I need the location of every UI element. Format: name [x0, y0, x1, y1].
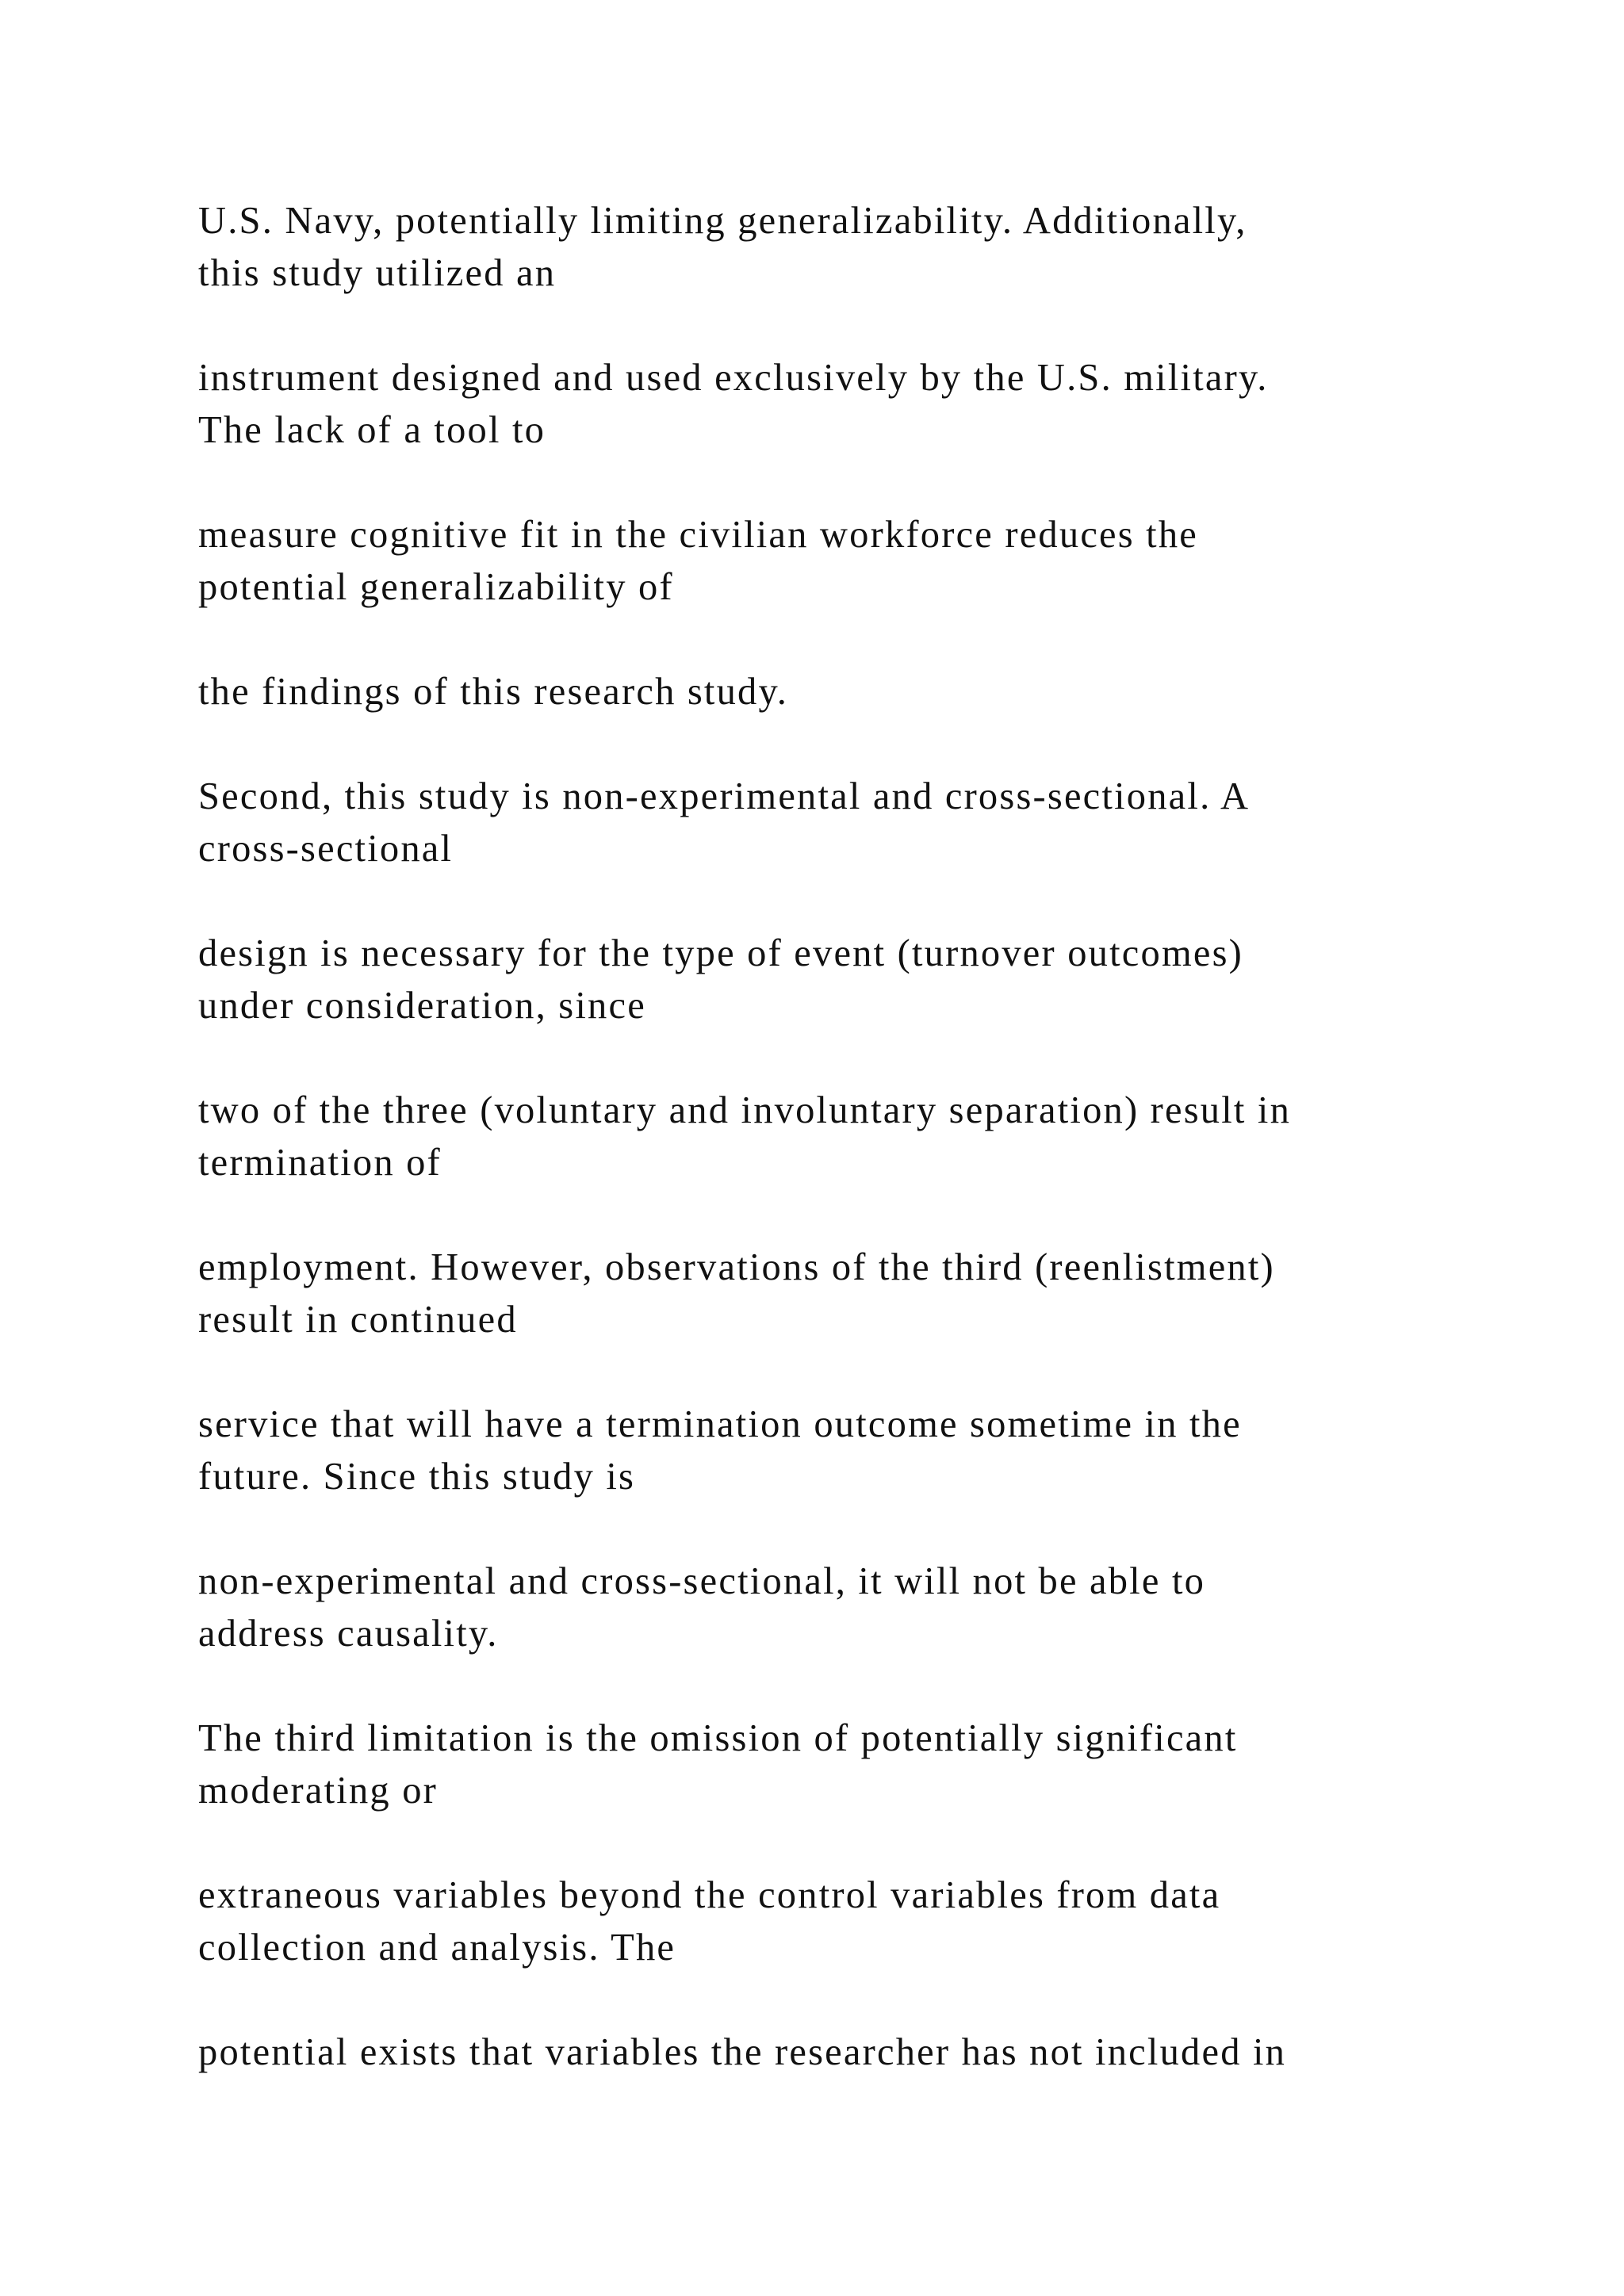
paragraph: [198, 195, 1546, 300]
paragraph: [198, 509, 1546, 614]
text-line: measure cognitive fit in the civilian workforce reduces the: [198, 514, 1199, 556]
paragraph: [198, 1085, 1546, 1189]
paragraph: [198, 352, 1546, 457]
text-line: collection and analysis. The: [198, 1927, 676, 1969]
paragraph: [198, 1712, 1546, 1817]
text-line: under consideration, since: [198, 985, 646, 1027]
text-line: The third limitation is the omission of potentially significant: [198, 1717, 1238, 1759]
text-line: service that will have a termination outcome sometime in the: [198, 1403, 1242, 1445]
paragraph: [198, 1556, 1546, 1660]
document-body: [198, 195, 1546, 2131]
text-line: U.S. Navy, potentially limiting generalizability. Additionally,: [198, 200, 1247, 242]
text-line: the findings of this research study.: [198, 671, 789, 713]
text-line: employment. However, observations of the third (reenlistment): [198, 1246, 1275, 1288]
text-line: address causality.: [198, 1613, 499, 1655]
text-line: The lack of a tool to: [198, 409, 546, 451]
text-line: Second, this study is non-experimental and cross-sectional. A: [198, 775, 1251, 817]
text-line: instrument designed and used exclusively by the U.S. military.: [198, 357, 1269, 399]
paragraph: [198, 1869, 1546, 1974]
paragraph: [198, 1399, 1546, 1503]
text-line: non-experimental and cross-sectional, it will not be able to: [198, 1560, 1206, 1602]
text-line: extraneous variables beyond the control variables from data: [198, 1874, 1221, 1916]
paragraph: [198, 771, 1546, 875]
text-line: design is necessary for the type of event (turnover outcomes): [198, 932, 1244, 974]
paragraph: [198, 928, 1546, 1032]
text-line: potential generalizability of: [198, 566, 674, 608]
text-line: moderating or: [198, 1770, 439, 1812]
text-line: two of the three (voluntary and involuntary separation) result in: [198, 1089, 1292, 1131]
text-line: cross-sectional: [198, 828, 454, 870]
text-line: potential exists that variables the researcher has not included in: [198, 2031, 1287, 2073]
text-line: termination of: [198, 1142, 442, 1184]
text-line: this study utilized an: [198, 252, 557, 294]
paragraph: [198, 666, 1546, 718]
paragraph: [198, 2026, 1546, 2079]
paragraph: [198, 1242, 1546, 1346]
text-line: result in continued: [198, 1299, 518, 1341]
text-line: future. Since this study is: [198, 1456, 636, 1498]
